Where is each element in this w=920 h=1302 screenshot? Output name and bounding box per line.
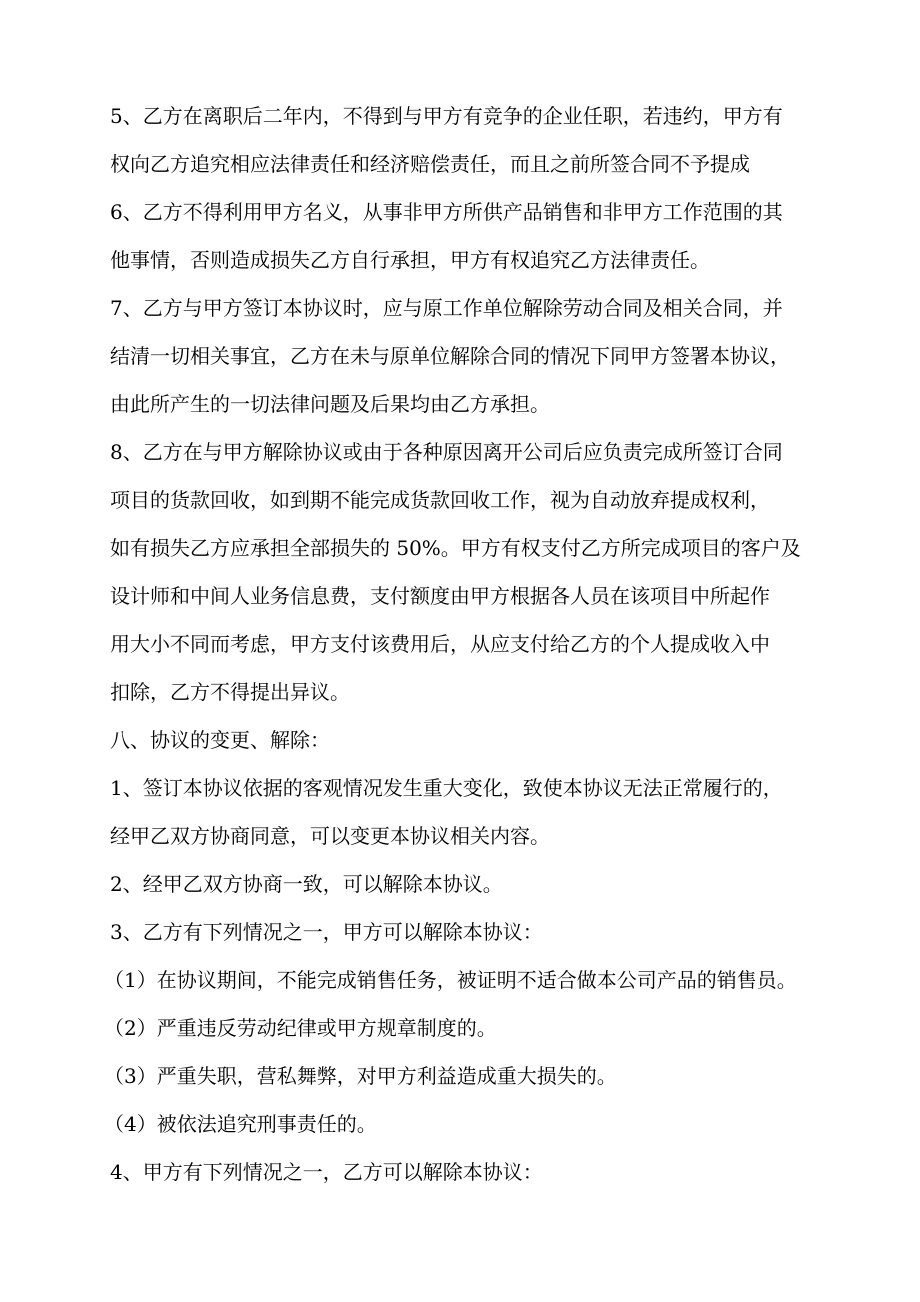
- clause-6-line-1: 6、乙方不得利用甲方名义，从事非甲方所供产品销售和非甲方工作范围的其: [110, 200, 783, 224]
- item-2: 2、经甲乙双方协商一致，可以解除本协议。: [110, 872, 503, 896]
- item-4: 4、甲方有下列情况之一，乙方可以解除本协议：: [110, 1160, 543, 1184]
- item-3: 3、乙方有下列情况之一，甲方可以解除本协议：: [110, 920, 543, 944]
- item-1-line-1: 1、签订本协议依据的客观情况发生重大变化，致使本协议无法正常履行的，: [110, 776, 783, 800]
- clause-7-line-3: 由此所产生的一切法律问题及后果均由乙方承担。: [110, 392, 550, 416]
- clause-8-line-3: 如有损失乙方应承担全部损失的 50%。甲方有权支付乙方所完成项目的客户及: [110, 536, 801, 560]
- clause-5-line-1: 5、乙方在离职后二年内，不得到与甲方有竞争的企业任职，若违约，甲方有: [110, 104, 783, 128]
- sub-item-2: （2）严重违反劳动纪律或甲方规章制度的。: [104, 1016, 497, 1040]
- clause-5-line-2: 权向乙方追究相应法律责任和经济赔偿责任，而且之前所签合同不予提成: [110, 152, 750, 176]
- clause-8-line-1: 8、乙方在与甲方解除协议或由于各种原因离开公司后应负责完成所签订合同: [110, 440, 783, 464]
- sub-item-4: （4）被依法追究刑事责任的。: [104, 1112, 377, 1136]
- item-1-line-2: 经甲乙双方协商同意，可以变更本协议相关内容。: [110, 824, 550, 848]
- document-page: [104, 92, 850, 1196]
- clause-6-line-2: 他事情，否则造成损失乙方自行承担，甲方有权追究乙方法律责任。: [110, 248, 710, 272]
- sub-item-3: （3）严重失职，营私舞弊，对甲方利益造成重大损失的。: [104, 1064, 617, 1088]
- clause-8-line-4: 设计师和中间人业务信息费，支付额度由甲方根据各人员在该项目中所起作: [110, 584, 770, 608]
- clause-8-line-2: 项目的货款回收，如到期不能完成货款回收工作，视为自动放弃提成权利，: [110, 488, 770, 512]
- clause-7-line-2: 结清一切相关事宜，乙方在未与原单位解除合同的情况下同甲方签署本协议，: [110, 344, 790, 368]
- sub-item-1: （1）在协议期间，不能完成销售任务，被证明不适合做本公司产品的销售员。: [104, 968, 797, 992]
- clause-8-line-6: 扣除，乙方不得提出异议。: [110, 680, 350, 704]
- clause-7-line-1: 7、乙方与甲方签订本协议时，应与原工作单位解除劳动合同及相关合同，并: [110, 296, 783, 320]
- section-8-heading: 八、协议的变更、解除：: [110, 728, 330, 752]
- clause-8-line-5: 用大小不同而考虑，甲方支付该费用后，从应支付给乙方的个人提成收入中: [110, 632, 770, 656]
